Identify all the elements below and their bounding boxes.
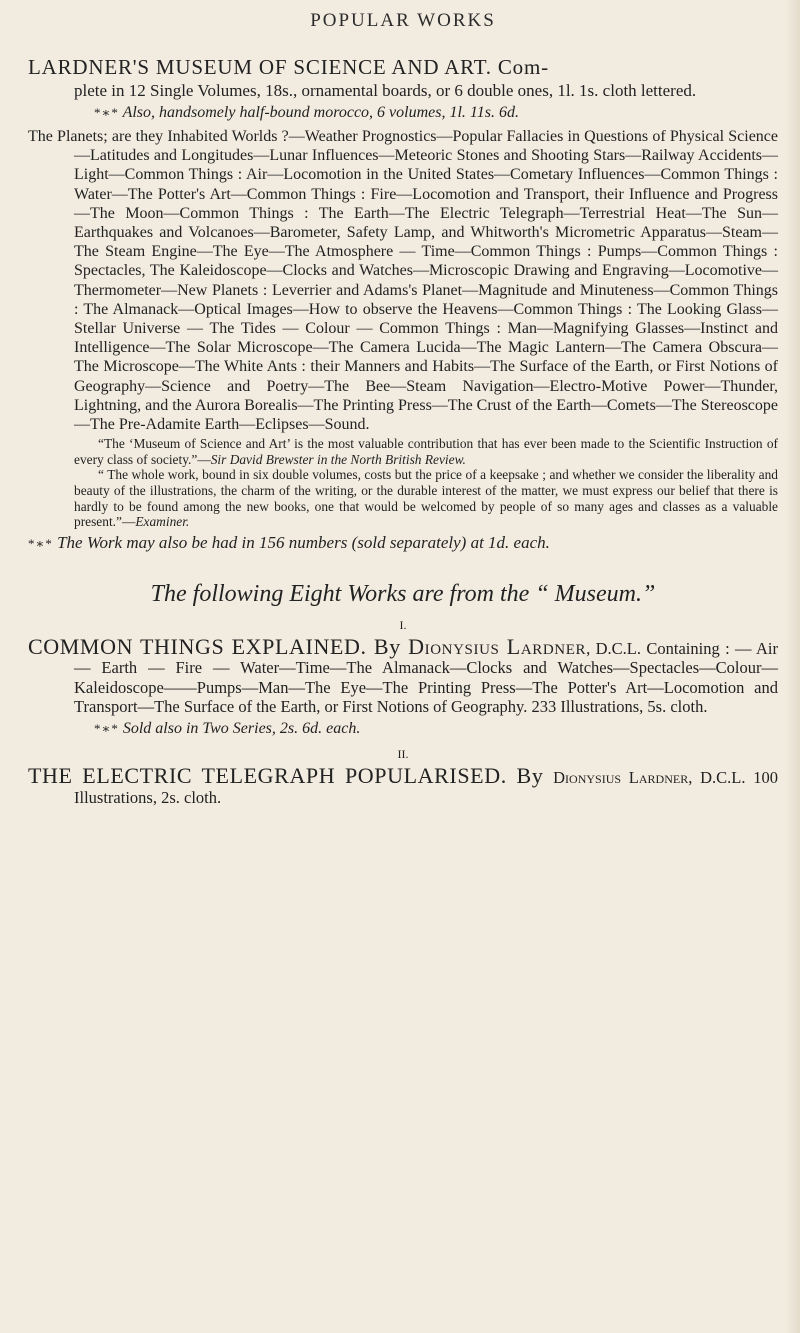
review-quote-examiner-text: “ The whole work, bound in six double volumes, costs but the price of a keepsake ; and whether we consider the liberality and beauty of the illustrations, the charm of the writing, or the durable interest of the matter, we must express our belief that there is hardly to be found among the new books, one that would be welcomed by people of so many ages and classes as a valuable present.”— xyxy=(74,467,778,530)
museum-entry-heading xyxy=(28,54,778,80)
book-details: , D.C.L. Containing : — Air — Earth — Fire — Water—Time—The Almanack—Clocks and Watches—Spectacles—Colour—Kaleidoscope——Pumps—Man—The Eye—The Printing Press—The Potter's Art—Locomotion and Transport—The Surface of the Earth, or First Notions of Geography. 233 Illustrations, 5s. cloth. xyxy=(74,638,779,717)
review-quote-brewster xyxy=(28,436,778,467)
museum-title: LARDNER'S MUSEUM OF SCIENCE AND ART. xyxy=(28,55,492,79)
book-numeral: I. xyxy=(399,617,407,632)
museum-numbers-note xyxy=(28,532,778,555)
review-quote-brewster-text: “The ‘Museum of Science and Art’ is the most valuable contribution that has ever been made to the Scientific Instruction of every class of society.”— xyxy=(74,436,778,467)
review-quote-brewster-source: Sir David Brewster in the North British Review. xyxy=(210,451,466,467)
book-title: COMMON THINGS EXPLAINED. xyxy=(28,633,367,659)
section-heading: The following Eight Works are from the “ Museum.” xyxy=(150,580,656,607)
book-author: Dionysius Lardner xyxy=(408,633,587,659)
book-entry-common-things xyxy=(28,618,778,739)
book-entry-electric-telegraph xyxy=(28,747,778,808)
asterism-icon: *∗* xyxy=(94,720,119,736)
book-description xyxy=(28,762,778,808)
book-series-text: Sold also in Two Series, 2s. 6d. each. xyxy=(122,719,361,737)
review-quote-examiner-source: Examiner. xyxy=(135,514,190,530)
book-series-note xyxy=(28,719,778,739)
asterism-icon: *∗* xyxy=(28,535,53,551)
book-author: Dionysius Lardner xyxy=(553,767,689,787)
book-title: THE ELECTRIC TELEGRAPH POPULARISED. xyxy=(28,762,507,788)
asterism-icon: *∗* xyxy=(94,105,119,120)
museum-description: plete in 12 Single Volumes, 18s., ornamental boards, or 6 double ones, 1l. 1s. cloth lettered. xyxy=(74,81,697,100)
museum-also-line xyxy=(74,103,778,123)
museum-also-text: Also, handsomely half-bound morocco, 6 volumes, 1l. 11s. 6d. xyxy=(122,104,519,121)
book-details: , D.C.L. 100 Illustrations, 2s. cloth. xyxy=(74,767,778,807)
museum-contents: The Planets; are they Inhabited Worlds ?—Weather Prognostics—Popular Fallacies in Questions of Physical Science—Latitudes and Longitudes—Lunar Influences—Meteoric Stones and Shooting Stars—Railway Accidents—Light—Common Things : Air—Locomotion in the United States—Cometary Influences—Common Things : Water—The Potter's Art—Common Things : Fire—Locomotion and Transport, their Influence and Progress—The Moon—Common Things : The Earth—The Electric Telegraph—Terrestrial Heat—The Sun—Earthquakes and Volcanoes—Barometer, Safety Lamp, and Whitworth's Micrometric Apparatus—Steam—The Steam Engine—The Eye—The Atmosphere — Time—Common Things : Pumps—Common Things : Spectacles, The Kaleidoscope—Clocks and Watches—Microscopic Drawing and Engraving—Locomotive—Thermometer—New Planets : Leverrier and Adams's Planet—Magnitude and Minuteness—Common Things : The Almanack—Optical Images—How to observe the Heavens—Common Things : The Looking Glass—Stellar Universe — The Tides — Colour — Common Things : Man—Magnifying Glasses—Instinct and Intelligence—The Solar Microscope—The Camera Lucida—The Magic Lantern—The Camera Obscura—The Microscope—The White Ants : their Manners and Habits—The Surface of the Earth, or First Notions of Geography—Science and Poetry—The Bee—Steam Navigation—Electro-Motive Power—Thunder, Lightning, and the Aurora Borealis—The Printing Press—The Crust of the Earth—Comets—The Stereoscope—The Pre-Adamite Earth—Eclipses—Sound. xyxy=(28,128,778,434)
museum-title-tail: Com- xyxy=(491,55,549,79)
museum-entry xyxy=(28,54,778,555)
review-quote-examiner xyxy=(28,467,778,529)
page-edge-shading xyxy=(786,0,800,1333)
running-head: POPULAR WORKS xyxy=(310,10,496,31)
book-numeral: II. xyxy=(397,746,409,761)
book-description xyxy=(28,633,779,717)
book-by: By xyxy=(366,633,409,659)
book-by: By xyxy=(506,762,554,788)
museum-numbers-text: The Work may also be had in 156 numbers (sold separately) at 1d. each. xyxy=(57,532,550,552)
